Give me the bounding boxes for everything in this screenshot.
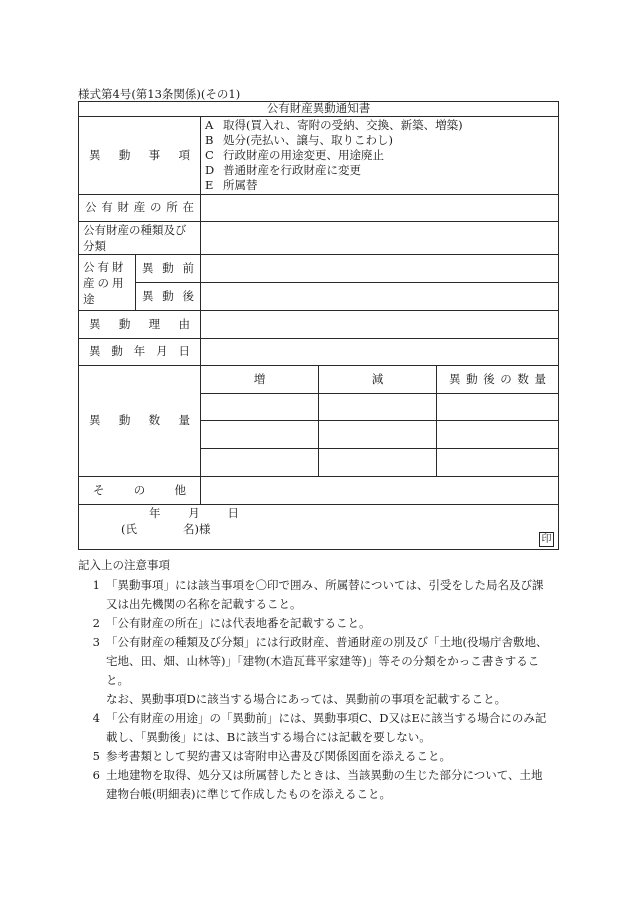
- label-char: 異: [89, 344, 101, 359]
- label-before: [136, 255, 201, 283]
- label-char: 異: [89, 147, 101, 162]
- label-change-type: [79, 117, 201, 195]
- label-char: 動: [118, 413, 131, 428]
- note-number: 3: [92, 635, 100, 649]
- qty-increase-cell[interactable]: [201, 449, 319, 477]
- kind-field[interactable]: [201, 222, 559, 255]
- date-field[interactable]: [201, 339, 559, 366]
- note-number: 6: [92, 768, 100, 782]
- qty-after-cell[interactable]: [437, 394, 559, 421]
- label-char: 由: [178, 316, 190, 331]
- label-char: 動: [162, 260, 174, 275]
- label-char: 理: [148, 316, 161, 331]
- label-char: 動: [162, 288, 174, 303]
- label-char: 年: [133, 344, 146, 359]
- label-char: 異: [142, 260, 154, 275]
- note-text: 土地建物を取得、処分又は所属替したときは、当該異動の生じた部分について、土地: [106, 768, 543, 782]
- signature-block: [79, 505, 559, 550]
- note-line: [78, 576, 558, 595]
- label-char: 動: [118, 147, 131, 162]
- label-char: の: [133, 482, 146, 497]
- note-text: 宅地、田、畑、山林等)」「建物(木造瓦葺平家建等)」等その分類をかっこ書きするこ: [106, 654, 540, 668]
- label-char: 月: [188, 506, 200, 520]
- label-char: 動: [466, 371, 478, 386]
- label-char: 項: [178, 147, 190, 162]
- label-char: 動: [118, 316, 131, 331]
- qty-after-cell[interactable]: [437, 421, 559, 449]
- label-char: の: [500, 371, 512, 386]
- label-char: 他: [174, 482, 186, 497]
- qty-increase-cell[interactable]: [201, 394, 319, 421]
- usage-before-field[interactable]: [201, 255, 559, 283]
- label-char: 月: [156, 344, 168, 359]
- change-type-option[interactable]: [205, 148, 554, 163]
- label-date: [79, 339, 201, 366]
- option-code: B: [205, 133, 214, 147]
- qty-decrease-cell[interactable]: [319, 394, 437, 421]
- label-location: [79, 195, 201, 222]
- label-char: 日: [227, 506, 239, 520]
- label-char: 後: [483, 371, 495, 386]
- label-char: 産: [133, 200, 146, 215]
- label-char: 数: [517, 371, 529, 386]
- change-type-option[interactable]: [205, 118, 554, 133]
- note-text: 又は出先機関の名称を記載すること。: [106, 597, 302, 611]
- label-char: 公: [85, 200, 97, 215]
- label-char: 異: [449, 371, 461, 386]
- recipient-name: (氏 名)様: [121, 522, 211, 536]
- label-char: 量: [534, 371, 546, 386]
- note-line: [78, 614, 558, 633]
- label-char: 後: [182, 288, 194, 303]
- note-text: 参考書類として契約書又は寄附申込書及び関係図面を添えること。: [106, 749, 451, 763]
- change-type-option[interactable]: [205, 178, 554, 193]
- qty-header-decrease: 減: [319, 366, 437, 394]
- note-number: 1: [92, 578, 100, 592]
- note-text: 「公有財産の用途」の「異動前」には、異動事項C、D又はEに該当する場合にのみ記: [106, 711, 547, 725]
- option-text: 所属替: [223, 178, 258, 192]
- label-char: の: [150, 200, 162, 215]
- label-char: 量: [178, 413, 190, 428]
- form-title: 公有財産異動通知書: [79, 102, 559, 117]
- label-char: 在: [182, 200, 194, 215]
- note-line: [78, 595, 558, 614]
- label-char: 数: [148, 413, 161, 428]
- label-char: 所: [166, 200, 178, 215]
- option-text: 処分(売払い、譲与、取りこわし): [223, 133, 393, 147]
- note-number: 5: [92, 749, 100, 763]
- option-code: A: [205, 118, 214, 132]
- note-line: [78, 766, 558, 785]
- note-text: 「公有財産の所在」には代表地番を記載すること。: [106, 616, 371, 630]
- label-char: 前: [182, 260, 194, 275]
- option-code: E: [205, 178, 214, 192]
- option-text: 行政財産の用途変更、用途廃止: [223, 148, 384, 162]
- option-code: D: [205, 163, 215, 177]
- label-char: そ: [93, 482, 105, 497]
- change-type-options[interactable]: [201, 117, 559, 195]
- location-field[interactable]: [201, 195, 559, 222]
- label-char: 有: [101, 200, 113, 215]
- label-char: 異: [89, 316, 101, 331]
- note-text: 建物台帳(明細表)に準じて作成したものを添えること。: [106, 787, 391, 801]
- note-text: なお、異動事項Dに該当する場合にあっては、異動前の事項を記載すること。: [106, 692, 507, 706]
- option-text: 普通財産を行政財産に変更: [223, 163, 361, 177]
- note-line: [78, 709, 558, 728]
- notice-form-table: [78, 101, 559, 550]
- note-line: [78, 747, 558, 766]
- usage-after-field[interactable]: [201, 283, 559, 311]
- note-line: [78, 690, 558, 709]
- reason-field[interactable]: [201, 311, 559, 339]
- note-line: [78, 652, 558, 671]
- label-usage: 公有財産の用途: [79, 255, 136, 311]
- label-char: 事: [148, 147, 161, 162]
- note-text: と。: [106, 673, 129, 687]
- qty-increase-cell[interactable]: [201, 421, 319, 449]
- label-char: 財: [117, 200, 129, 215]
- note-line: [78, 785, 558, 804]
- form-label: 様式第4号(第13条関係)(その1): [78, 87, 241, 101]
- note-number: 4: [92, 711, 100, 725]
- note-number: 2: [92, 616, 100, 630]
- label-reason: [79, 311, 201, 339]
- change-type-option[interactable]: [205, 133, 554, 148]
- signature-date[interactable]: [149, 507, 239, 521]
- seal-mark: 印: [539, 532, 554, 547]
- qty-after-cell[interactable]: [437, 449, 559, 477]
- qty-header-after: [437, 366, 559, 394]
- note-line: [78, 728, 558, 747]
- label-kind: 公有財産の種類及び分類: [79, 222, 201, 255]
- notes-title: 記入上の注意事項: [78, 558, 170, 572]
- option-text: 取得(買入れ、寄附の受納、交換、新築、増築): [223, 118, 463, 132]
- note-line: [78, 633, 558, 652]
- label-char: 年: [149, 506, 161, 520]
- qty-decrease-cell[interactable]: [319, 449, 437, 477]
- label-other: [79, 477, 201, 505]
- note-text: 載し、「異動後」には、Bに該当する場合には記載を要しない。: [106, 730, 431, 744]
- label-char: 異: [89, 413, 101, 428]
- note-line: [78, 671, 558, 690]
- qty-header-increase: 増: [201, 366, 319, 394]
- label-char: 日: [178, 344, 190, 359]
- qty-decrease-cell[interactable]: [319, 421, 437, 449]
- label-char: 動: [111, 344, 123, 359]
- note-text: 「公有財産の種類及び分類」には行政財産、普通財産の別及び「土地(役場庁舎敷地、: [106, 635, 548, 649]
- label-quantity: [79, 366, 201, 477]
- label-char: 異: [142, 288, 154, 303]
- note-text: 「異動事項」には該当事項を〇印で囲み、所属替については、引受をした局名及び課: [106, 578, 544, 592]
- option-code: C: [205, 148, 214, 162]
- change-type-option[interactable]: [205, 163, 554, 178]
- label-after: [136, 283, 201, 311]
- other-field[interactable]: [201, 477, 559, 505]
- notes-list: [78, 576, 558, 804]
